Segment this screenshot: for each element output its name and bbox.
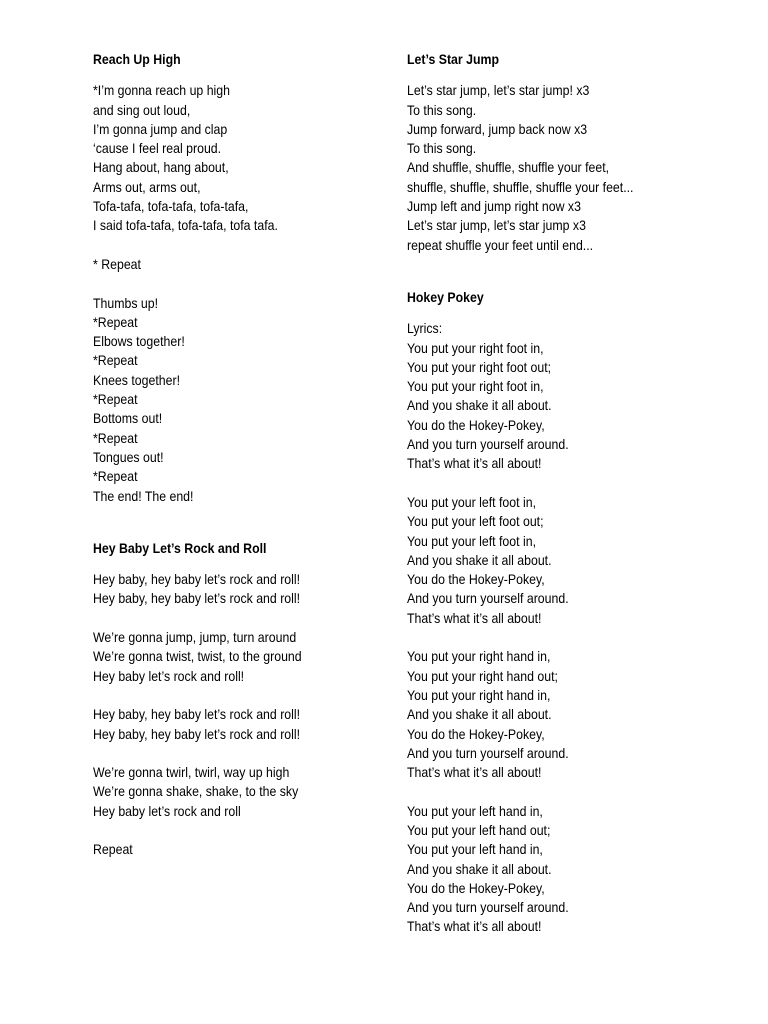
lyric-line: That’s what it’s all about! [407, 918, 542, 935]
lyric-line: Thumbs up! [93, 294, 159, 311]
lyric-line: You put your right hand out; [407, 667, 558, 684]
lyric-line: The end! The end! [93, 487, 194, 504]
lyric-line: Tofa-tafa, tofa-tafa, tofa-tafa, [93, 198, 249, 215]
lyric-line: You put your right foot out; [407, 358, 552, 375]
lyric-line: *Repeat [93, 429, 138, 446]
lyric-line: You do the Hokey-Pokey, [407, 725, 545, 742]
song-hokey-pokey [407, 288, 707, 937]
lyric-line: We’re gonna shake, shake, to the sky [93, 783, 299, 800]
blank-line [407, 474, 671, 493]
lyric-line: Let’s star jump, let’s star jump! x3 [407, 82, 590, 99]
lyric-line: You put your left foot in, [407, 493, 537, 510]
lyric-line: and sing out loud, [93, 101, 191, 118]
lyric-line: And you shake it all about. [407, 706, 552, 723]
lyric-line: *I’m gonna reach up high [93, 82, 230, 99]
lyric-line: Hang about, hang about, [93, 159, 229, 176]
lyric-line: Arms out, arms out, [93, 178, 201, 195]
lyric-line: And you turn yourself around. [407, 744, 569, 761]
song-lyrics [407, 81, 707, 255]
right-column [407, 50, 707, 937]
lyric-line: You put your right hand in, [407, 648, 551, 665]
lyric-line: We’re gonna twist, twist, to the ground [93, 648, 302, 665]
lyric-line: *Repeat [93, 313, 138, 330]
lyric-line: You put your left foot out; [407, 513, 544, 530]
lyric-line: You put your left hand out; [407, 821, 551, 838]
lyric-line: And you shake it all about. [407, 397, 552, 414]
lyric-line: *Repeat [93, 391, 138, 408]
song-lyrics [93, 81, 383, 506]
lyric-line: *Repeat [93, 352, 138, 369]
lyric-line: * Repeat [93, 255, 141, 272]
song-lyrics [407, 319, 707, 937]
lyric-line: And you turn yourself around. [407, 590, 569, 607]
blank-line [93, 744, 348, 763]
lyric-line: Hey baby, hey baby let’s rock and roll! [93, 725, 301, 742]
song-reach-up-high [93, 50, 383, 506]
lyric-line: And shuffle, shuffle, shuffle your feet, [407, 159, 610, 176]
lyric-line: Hey baby, hey baby let’s rock and roll! [93, 706, 301, 723]
lyric-line: And you turn yourself around. [407, 899, 569, 916]
blank-line [93, 609, 348, 628]
song-lets-star-jump [407, 50, 707, 255]
lyric-line: You put your right hand in, [407, 686, 551, 703]
blank-line [93, 686, 348, 705]
lyric-line: And you shake it all about. [407, 551, 552, 568]
lyric-line: You do the Hokey-Pokey, [407, 416, 545, 433]
lyric-line: *Repeat [93, 468, 138, 485]
song-title: Let’s Star Jump [407, 51, 499, 67]
lyric-line: Hey baby let’s rock and roll [93, 802, 241, 819]
song-title: Reach Up High [93, 51, 181, 67]
lyric-line: You put your left foot in, [407, 532, 537, 549]
blank-line [93, 821, 348, 840]
song-lyrics [93, 570, 383, 859]
lyric-line: Repeat [93, 841, 133, 858]
lyric-line: That’s what it’s all about! [407, 455, 542, 472]
lyric-line: Jump left and jump right now x3 [407, 198, 581, 215]
lyric-line: shuffle, shuffle, shuffle, shuffle your feet... [407, 178, 634, 195]
lyric-line: Let’s star jump, let’s star jump x3 [407, 217, 586, 234]
lyric-line: Hey baby, hey baby let’s rock and roll! [93, 590, 301, 607]
song-hey-baby [93, 539, 383, 860]
song-title: Hokey Pokey [407, 288, 484, 305]
lyric-line: Tongues out! [93, 448, 164, 465]
lyric-line: Knees together! [93, 371, 180, 388]
lyric-line: You put your left hand in, [407, 802, 543, 819]
lyric-line: Jump forward, jump back now x3 [407, 120, 588, 137]
blank-line [93, 236, 348, 255]
lyric-line: Elbows together! [93, 333, 185, 350]
lyric-line: Hey baby, hey baby let’s rock and roll! [93, 571, 301, 588]
left-column [93, 50, 383, 860]
lyric-line: We’re gonna jump, jump, turn around [93, 629, 297, 646]
lyric-line: ‘cause I feel real proud. [93, 140, 222, 157]
lyric-line: You put your left hand in, [407, 841, 543, 858]
lyric-line: And you turn yourself around. [407, 436, 569, 453]
lyric-line: We’re gonna twirl, twirl, way up high [93, 764, 290, 781]
lyric-line: That’s what it’s all about! [407, 764, 542, 781]
lyric-line: You do the Hokey-Pokey, [407, 879, 545, 896]
blank-line [93, 274, 348, 293]
lyric-line: I said tofa-tafa, tofa-tafa, tofa tafa. [93, 217, 278, 234]
lyric-line: And you shake it all about. [407, 860, 552, 877]
lyric-line: Lyrics: [407, 320, 443, 337]
lyric-line: To this song. [407, 140, 477, 157]
lyric-line: Hey baby let’s rock and roll! [93, 667, 245, 684]
blank-line [407, 628, 671, 647]
lyric-line: That’s what it’s all about! [407, 609, 542, 626]
lyric-line: You put your right foot in, [407, 378, 544, 395]
lyric-line: You do the Hokey-Pokey, [407, 571, 545, 588]
lyric-line: You put your right foot in, [407, 339, 544, 356]
song-title: Hey Baby Let’s Rock and Roll [93, 539, 267, 556]
lyric-line: To this song. [407, 101, 477, 118]
lyric-line: I’m gonna jump and clap [93, 120, 228, 137]
lyric-line: Bottoms out! [93, 410, 163, 427]
lyric-line: repeat shuffle your feet until end... [407, 236, 594, 253]
blank-line [407, 782, 671, 801]
